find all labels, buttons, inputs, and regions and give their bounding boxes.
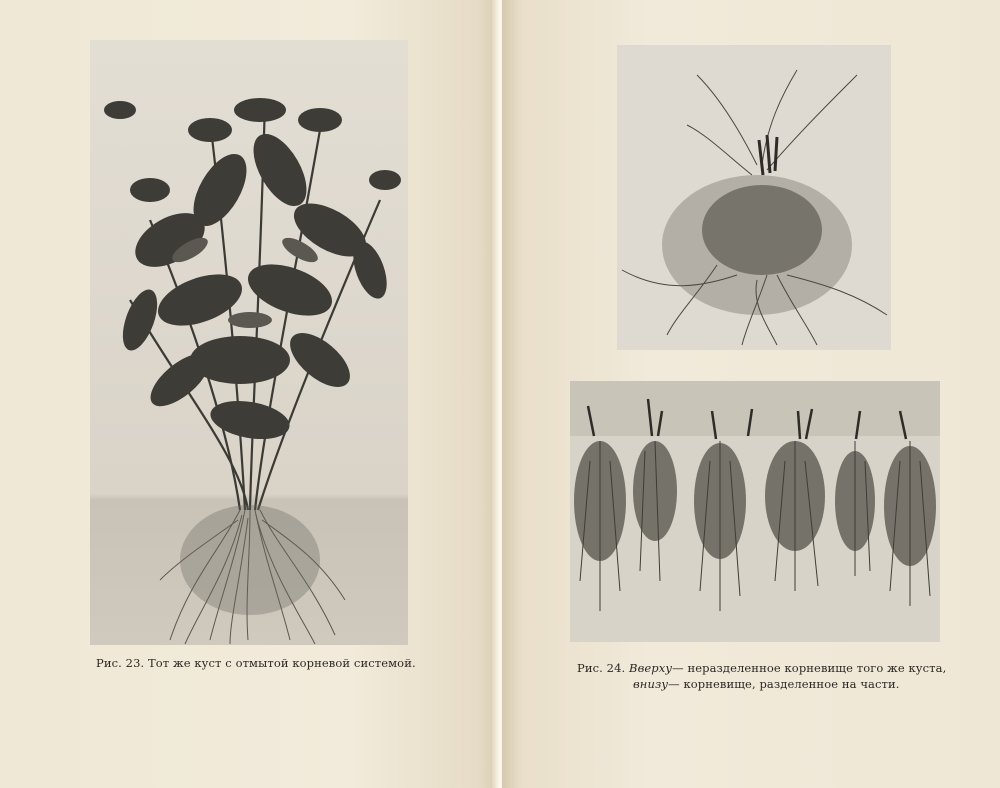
figure-24-bottom-text: — корневище, разделенное на части. bbox=[668, 677, 900, 691]
figure-24-top-text: — неразделенное корневище того же куста, bbox=[672, 661, 947, 675]
figure-24-bottom-photo bbox=[570, 381, 940, 642]
figure-24-caption bbox=[577, 660, 957, 692]
figure-24-number: Рис. 24. bbox=[577, 661, 626, 675]
figure-24-caption-line2 bbox=[577, 676, 957, 692]
left-page bbox=[0, 0, 498, 788]
plant-with-roots-image bbox=[90, 40, 408, 645]
figure-24-top-label: Вверху bbox=[629, 661, 673, 675]
divided-rhizome-image bbox=[570, 381, 940, 642]
figure-23-photo bbox=[90, 40, 408, 645]
figure-24-bottom-label: внизу bbox=[633, 677, 669, 691]
undivided-rhizome-image bbox=[617, 45, 891, 350]
figure-23-caption bbox=[96, 655, 426, 671]
figure-23-number: Рис. 23. bbox=[96, 656, 145, 670]
figure-23-text: Тот же куст с отмытой корневой системой. bbox=[148, 656, 416, 670]
figure-24-top-photo bbox=[617, 45, 891, 350]
